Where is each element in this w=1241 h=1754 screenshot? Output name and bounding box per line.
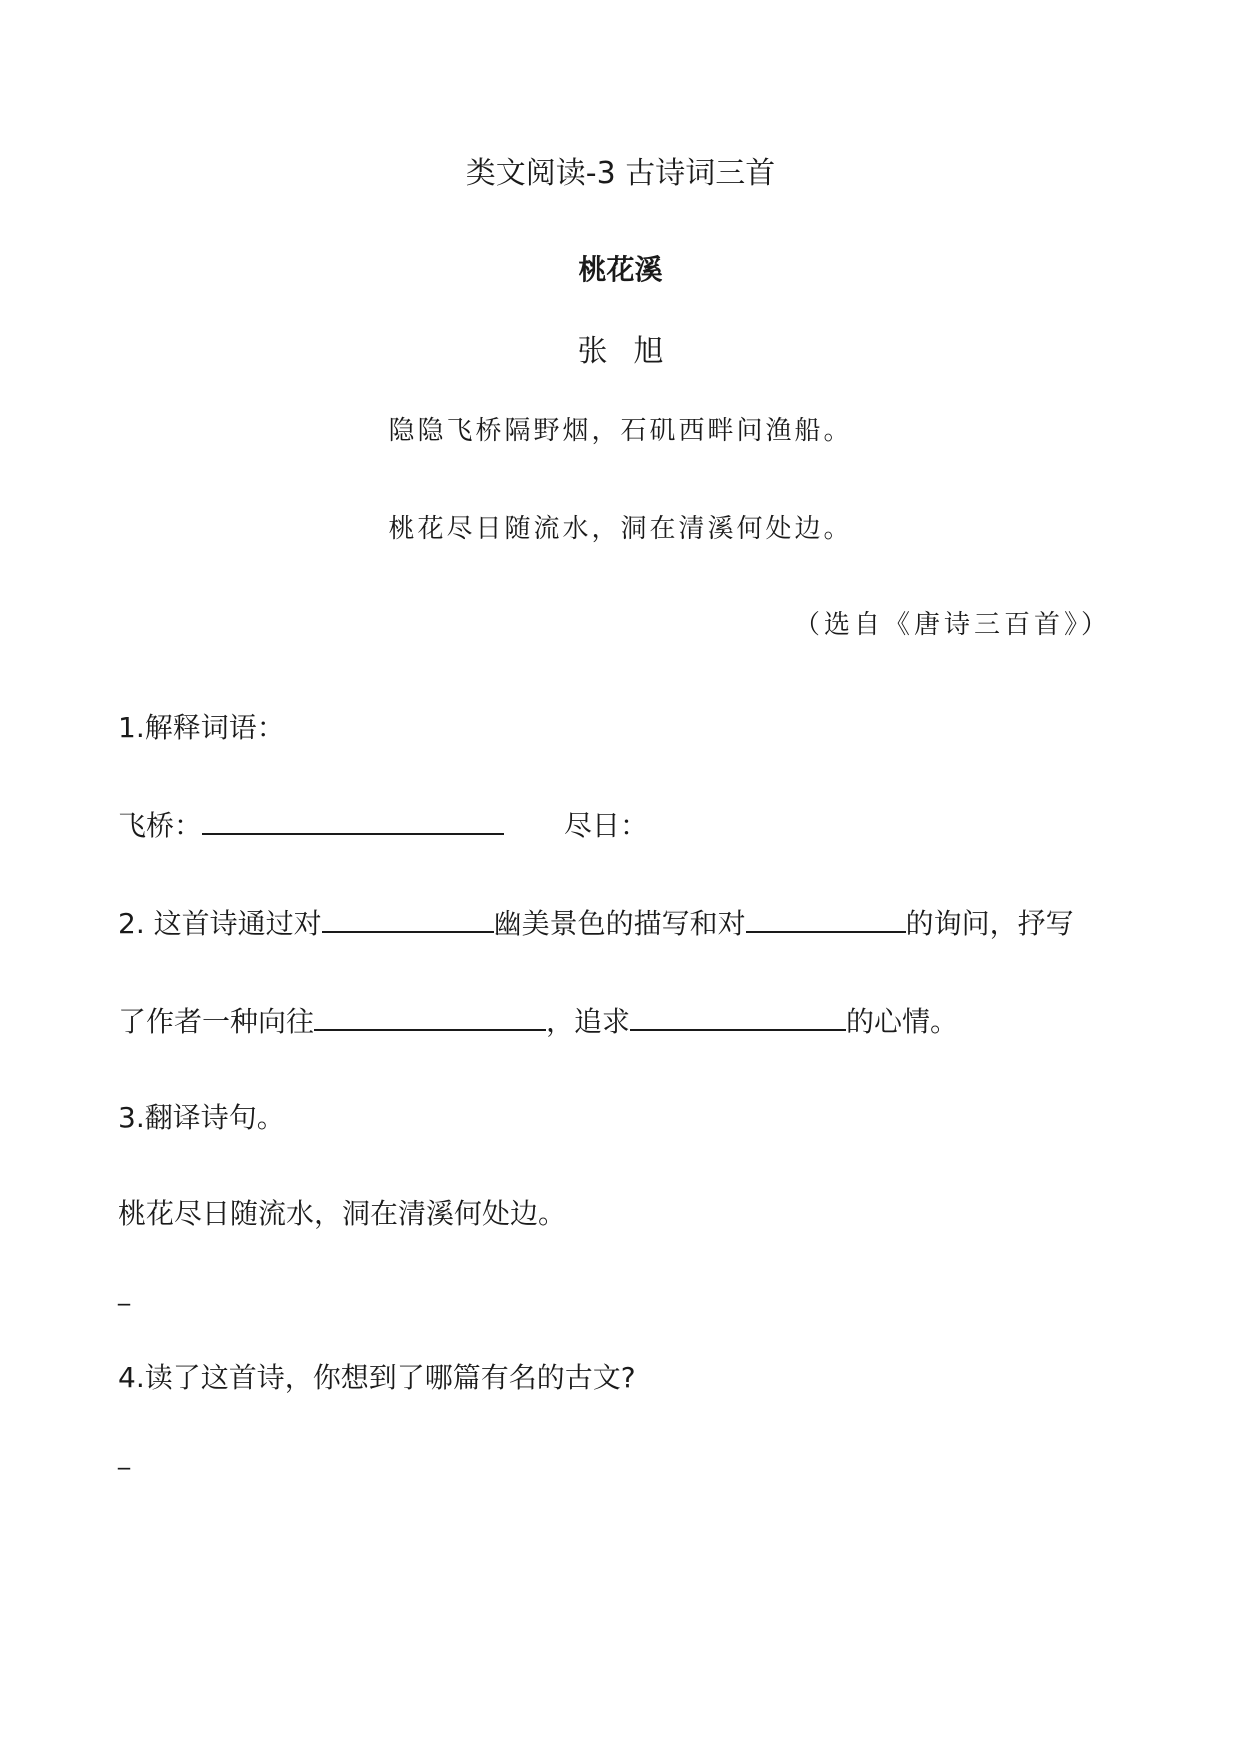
poem-line-2: 桃花尽日随流水，洞在清溪何处边。	[388, 514, 853, 544]
question-2-blank-2[interactable]	[746, 905, 906, 933]
poem-title: 桃花溪	[578, 253, 663, 286]
question-4-answer-line[interactable]: _	[118, 1442, 130, 1470]
question-2-text-5: ，追求	[546, 1005, 631, 1038]
poem-source: （选自《唐诗三百首》）	[793, 610, 1111, 640]
question-2-blank-3[interactable]	[314, 1003, 546, 1031]
question-2-line-2	[118, 1000, 958, 1040]
question-4-label: 4.读了这首诗，你想到了哪篇有名的古文?	[118, 1361, 636, 1394]
question-2-text-4: 了作者一种向往	[118, 1005, 315, 1038]
question-3-quote: 桃花尽日随流水，洞在清溪何处边。	[118, 1197, 567, 1230]
question-1-line	[118, 804, 648, 844]
question-2-blank-1[interactable]	[322, 905, 494, 933]
question-2-text-2: 幽美景色的描写和对	[493, 907, 746, 940]
question-2-text-6: 的心情。	[846, 1005, 959, 1038]
poem-line-1: 隐隐飞桥隔野烟，石矶西畔问渔船。	[388, 416, 853, 446]
question-2-text-3: 的询问，抒写	[905, 907, 1074, 940]
question-2-text-1: 2. 这首诗通过对	[118, 907, 322, 940]
question-3-label: 3.翻译诗句。	[118, 1101, 285, 1134]
poem-author: 张旭	[577, 334, 690, 369]
term-jinri-label: 尽日：	[564, 809, 649, 842]
question-1-label: 1.解释词语：	[118, 711, 285, 744]
term-feiqiao-label: 飞桥：	[118, 809, 203, 842]
term-feiqiao-blank[interactable]	[202, 807, 504, 835]
question-2-line-1	[118, 902, 1074, 942]
worksheet-title: 类文阅读-3 古诗词三首	[465, 156, 776, 191]
question-3-answer-line[interactable]: _	[118, 1278, 130, 1306]
question-2-blank-4[interactable]	[630, 1003, 846, 1031]
